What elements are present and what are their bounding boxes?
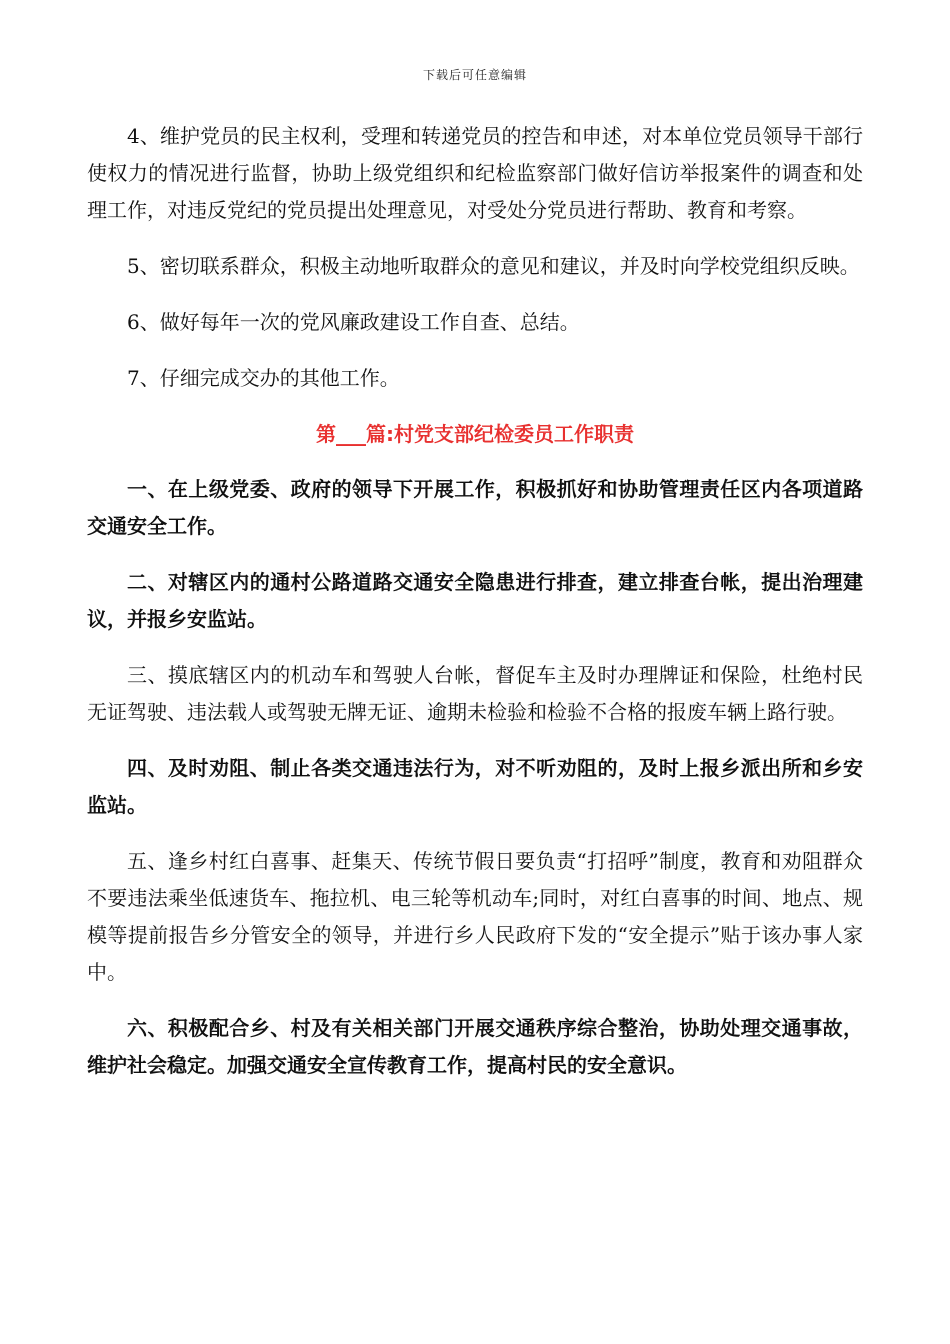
page-header-note: 下载后可任意编辑 (422, 68, 527, 82)
duty-item-5: 五、逢乡村红白喜事、赶集天、传统节假日要负责“打招呼”制度，教育和劝阻群众不要违法乘坐低速货车、拖拉机、电三轮等机动车;同时，对红白喜事的时间、地点、规模等提前报告乡分管安全的领导，并进行乡人民政府下发的“安全提示”贴于该办事人家中。 (87, 849, 863, 984)
document-body (87, 118, 863, 1103)
section-title: 第___篇:村党支部纪检委员工作职责 (316, 422, 634, 446)
duty-item-3: 三、摸底辖区内的机动车和驾驶人台帐，督促车主及时办理牌证和保险，杜绝村民无证驾驶、违法载人或驾驶无牌无证、逾期未检验和检验不合格的报废车辆上路行驶。 (87, 663, 863, 724)
duty-item-6: 六、积极配合乡、村及有关相关部门开展交通秩序综合整治，协助处理交通事故，维护社会稳定。加强交通安全宣传教育工作，提高村民的安全意识。 (87, 1016, 863, 1077)
paragraph-5: 5、密切联系群众，积极主动地听取群众的意见和建议，并及时向学校党组织反映。 (127, 254, 860, 278)
paragraph-7: 7、仔细完成交办的其他工作。 (127, 366, 400, 390)
duty-item-4: 四、及时劝阻、制止各类交通违法行为，对不听劝阻的，及时上报乡派出所和乡安监站。 (87, 756, 863, 817)
paragraph-6: 6、做好每年一次的党风廉政建设工作自查、总结。 (127, 310, 580, 334)
duty-item-1: 一、在上级党委、政府的领导下开展工作，积极抓好和协助管理责任区内各项道路交通安全工作。 (87, 477, 863, 538)
paragraph-4: 4、维护党员的民主权利，受理和转递党员的控告和申述，对本单位党员领导干部行使权力的情况进行监督，协助上级党组织和纪检监察部门做好信访举报案件的调查和处理工作，对违反党纪的党员提出处理意见，对受处分党员进行帮助、教育和考察。 (87, 124, 863, 222)
duty-item-2: 二、对辖区内的通村公路道路交通安全隐患进行排查，建立排查台帐，提出治理建议，并报乡安监站。 (87, 570, 863, 631)
